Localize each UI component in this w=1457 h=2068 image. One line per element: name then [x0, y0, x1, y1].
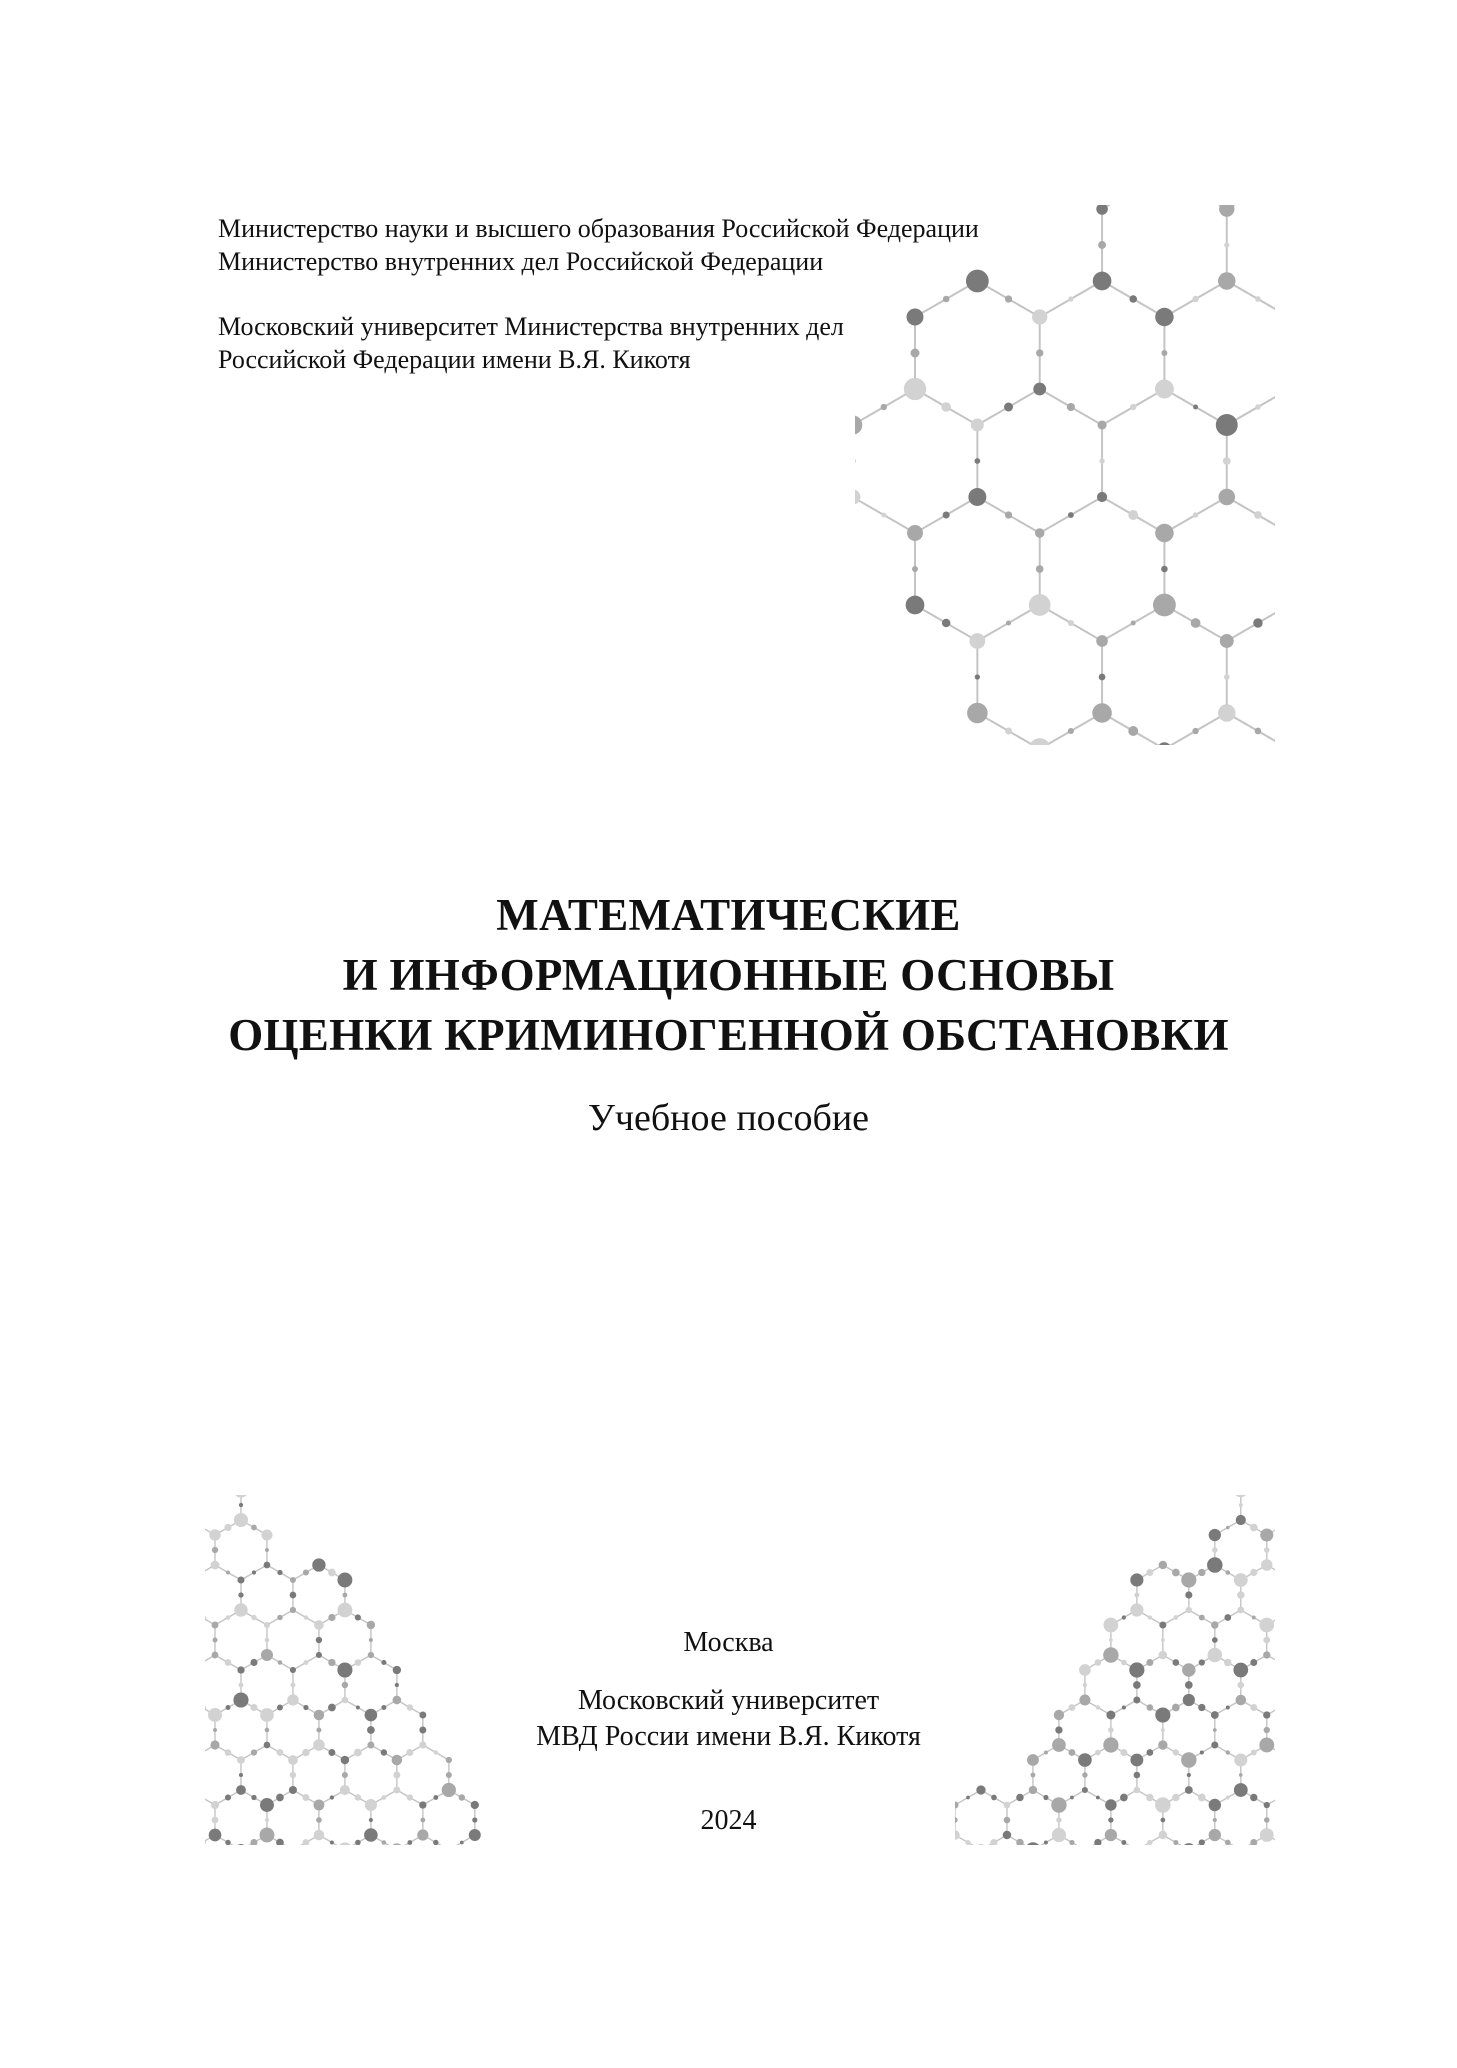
hexagon-node	[975, 1844, 987, 1845]
hexagon-node	[1250, 1524, 1258, 1532]
hexagon-node	[251, 1525, 257, 1531]
hexagon-node	[1032, 309, 1047, 324]
hexagon-node	[1128, 510, 1138, 520]
hexagon-node	[942, 619, 950, 627]
hexagon-node	[265, 1548, 269, 1552]
hexagon-node	[1159, 1561, 1167, 1569]
imprint-publisher-line-1: Московский университет	[577, 1685, 880, 1716]
hexagon-node	[304, 1615, 308, 1619]
hexagon-node	[974, 458, 980, 464]
hexagon-node	[1218, 272, 1235, 289]
hexagon-node	[1033, 383, 1046, 396]
hexagon-node	[290, 1592, 297, 1599]
university-line-1: Московский университет Министерства внутренних дел	[218, 312, 844, 341]
hexagon-node	[1036, 565, 1044, 573]
hexagon-node	[1035, 528, 1044, 537]
hexagon-node	[1209, 1529, 1221, 1541]
hexagon-pattern-top-right	[855, 205, 1275, 745]
hexagon-node	[1199, 1615, 1205, 1621]
imprint-publisher-line-2: МВД России имени В.Я. Кикотя	[536, 1721, 921, 1752]
hexagon-node	[1130, 1573, 1143, 1586]
hexagon-node	[904, 378, 926, 400]
hexagon-node	[1218, 489, 1235, 506]
hexagon-pattern-top-svg	[855, 205, 1275, 745]
hexagon-node	[1096, 635, 1108, 647]
hexagon-node	[237, 1576, 244, 1583]
hexagon-node	[312, 1558, 325, 1571]
hexagon-node	[1250, 1569, 1257, 1576]
hexagon-node	[1161, 566, 1168, 573]
hexagon-node	[881, 404, 887, 410]
hexagon-node	[1224, 1614, 1231, 1621]
hexagon-edge	[1227, 281, 1275, 317]
hexagon-node	[261, 1529, 272, 1540]
hexagon-node	[1099, 674, 1106, 681]
hexagon-node	[943, 511, 950, 518]
hexagon-node	[1131, 621, 1136, 626]
hexagon-node	[328, 1614, 335, 1621]
hexagon-node	[907, 525, 923, 541]
hexagon-node	[264, 1562, 271, 1569]
hexagon-node	[1155, 308, 1173, 326]
hexagon-node	[1098, 241, 1106, 249]
imprint-city: Москва	[683, 1627, 774, 1658]
hexagon-node	[1223, 457, 1231, 465]
hexagon-node	[212, 1547, 218, 1553]
hexagon-edge	[1227, 605, 1275, 641]
hexagon-node	[1130, 1603, 1143, 1616]
hexagon-node	[337, 1573, 352, 1588]
hexagon-node	[1029, 738, 1051, 745]
title-line-1: МАТЕМАТИЧЕСКИЕ	[496, 890, 961, 940]
hexagon-node	[251, 1615, 256, 1620]
hexagon-node	[1212, 1547, 1218, 1553]
hexagon-node	[1146, 1569, 1153, 1576]
hexagon-node	[1234, 1495, 1248, 1497]
hexagon-node	[277, 1570, 282, 1575]
hexagon-node	[1025, 1842, 1040, 1845]
hexagon-node	[209, 1529, 220, 1540]
hexagon-node	[1255, 296, 1261, 302]
hexagon-node	[1068, 296, 1073, 301]
subtitle: Учебное пособие	[587, 1097, 870, 1139]
hexagon-node	[1255, 728, 1262, 735]
hexagon-node	[233, 1495, 248, 1498]
hexagon-node	[855, 489, 860, 505]
hexagon-node	[330, 1840, 334, 1844]
hexagon-node	[1252, 1616, 1256, 1620]
hexagon-node	[1096, 205, 1108, 215]
hexagon-node	[1254, 511, 1262, 519]
hexagon-node	[1186, 1607, 1192, 1613]
ministry-science: Министерство науки и высшего образования Российской Федерации	[218, 214, 979, 243]
hexagon-node	[1264, 1547, 1270, 1553]
hexagon-node	[1255, 404, 1261, 410]
hexagon-node	[1198, 1569, 1205, 1576]
hexagon-node	[911, 349, 920, 358]
hexagon-node	[234, 1603, 247, 1616]
hexagon-node	[390, 1843, 403, 1845]
hexagon-node	[328, 1569, 336, 1577]
hexagon-node	[1253, 618, 1262, 627]
hexagon-node	[941, 402, 951, 412]
hexagon-node	[239, 1503, 243, 1507]
hexagon-node	[1005, 295, 1012, 302]
hexagon-node	[224, 1524, 231, 1531]
hexagon-node	[1004, 403, 1013, 412]
hexagon-node	[460, 1841, 464, 1845]
hexagon-node	[1067, 403, 1075, 411]
hexagon-node	[1068, 620, 1074, 626]
title-line-2: И ИНФОРМАЦИОННЫЕ ОСНОВЫ	[342, 950, 1115, 1000]
hexagon-node	[1097, 492, 1107, 502]
hexagon-node	[967, 703, 988, 724]
hexagon-node	[906, 596, 925, 615]
hexagon-node	[1122, 1615, 1126, 1619]
hexagon-node	[1219, 205, 1234, 217]
hexagon-node	[1224, 674, 1230, 680]
hexagon-node	[338, 1603, 353, 1618]
hexagon-node	[1236, 1515, 1246, 1525]
hexagon-node	[290, 1607, 296, 1613]
hexagon-node	[234, 1513, 248, 1527]
hexagon-node	[1148, 1615, 1152, 1619]
hexagon-node	[303, 1569, 309, 1575]
hexagon-node	[1129, 295, 1137, 303]
imprint-year: 2024	[700, 1805, 757, 1836]
hexagon-node	[355, 1614, 361, 1620]
hexagon-node	[342, 1593, 347, 1598]
hexagon-node	[1068, 728, 1074, 734]
hexagon-node	[943, 296, 950, 303]
hexagon-node	[881, 513, 886, 518]
hexagon-node	[1093, 272, 1112, 291]
hexagon-node	[969, 633, 985, 649]
imprint	[0, 1623, 1457, 1841]
hexagon-node	[1006, 620, 1011, 625]
hexagon-node	[1261, 1559, 1272, 1570]
hexagon-node	[290, 1577, 296, 1583]
hexagon-node	[1158, 742, 1172, 745]
hexagon-node	[1099, 458, 1104, 463]
hexagon-node	[1005, 728, 1012, 735]
hexagon-node	[1260, 1528, 1273, 1541]
hexagon-node	[1226, 1526, 1230, 1530]
hexagon-node	[337, 1842, 352, 1845]
hexagon-node	[1234, 1573, 1248, 1587]
hexagon-node	[1192, 296, 1198, 302]
hexagon-node	[1092, 703, 1112, 723]
ministry-interior: Министерство внутренних дел Российской Федерации	[218, 247, 824, 276]
hexagon-node	[1134, 1592, 1139, 1597]
hexagon-node	[1237, 1591, 1244, 1598]
hexagon-node	[211, 1561, 220, 1570]
hexagon-node	[1172, 1569, 1180, 1577]
hexagon-node	[1182, 1843, 1196, 1845]
hexagon-node	[277, 1615, 282, 1620]
hexagon-node	[1155, 380, 1174, 399]
hexagon-node	[971, 419, 984, 432]
university-line-2: Российской Федерации имени В.Я. Кикотя	[218, 345, 691, 374]
hexagon-node	[1239, 1503, 1243, 1507]
hexagon-node	[1174, 1615, 1179, 1620]
hexagon-node	[975, 674, 980, 679]
hexagon-node	[912, 566, 918, 572]
hexagon-node	[1191, 618, 1201, 628]
hexagon-node	[1161, 350, 1167, 356]
hexagon-node	[1130, 404, 1136, 410]
hexagon-node	[1185, 1591, 1192, 1598]
hexagon-node	[1193, 512, 1198, 517]
hexagon-node	[968, 488, 986, 506]
hexagon-node	[1216, 414, 1238, 436]
title-line-3: ОЦЕНКИ КРИМИНОГЕННОЙ ОБСТАНОВКИ	[228, 1010, 1229, 1060]
hexagon-node	[1224, 242, 1229, 247]
hexagon-edge	[1227, 497, 1275, 533]
hexagon-node	[1181, 1572, 1196, 1587]
hexagon-node	[855, 415, 862, 434]
hexagon-node	[1226, 1570, 1231, 1575]
hexagon-node	[1220, 634, 1234, 648]
hexagon-node	[226, 1570, 230, 1574]
hexagon-node	[1044, 1841, 1048, 1845]
hexagon-node	[1155, 524, 1174, 543]
hexagon-node	[1237, 1607, 1244, 1614]
hexagon-node	[1029, 594, 1051, 616]
hexagon-node	[907, 309, 924, 326]
hexagon-node	[1193, 405, 1198, 410]
hexagon-node	[1068, 512, 1074, 518]
hexagon-node	[1036, 349, 1043, 356]
hexagon-node	[1128, 726, 1138, 736]
hexagon-node	[235, 1844, 247, 1845]
hexagon-edge	[1102, 205, 1164, 209]
hexagon-node	[966, 270, 989, 293]
hexagon-node	[1192, 728, 1198, 734]
hexagon-node	[252, 1570, 256, 1574]
hexagon-node	[226, 1615, 230, 1619]
title-block	[0, 885, 1457, 1141]
hexagon-node	[1218, 704, 1235, 721]
hexagon-edge	[1164, 205, 1226, 209]
hexagon-node	[1005, 511, 1012, 518]
hexagon-node	[1207, 1557, 1222, 1572]
hexagon-node	[1098, 420, 1107, 429]
hexagon-node	[855, 458, 856, 465]
hexagon-node	[238, 1592, 243, 1597]
hexagon-node	[1153, 594, 1176, 617]
